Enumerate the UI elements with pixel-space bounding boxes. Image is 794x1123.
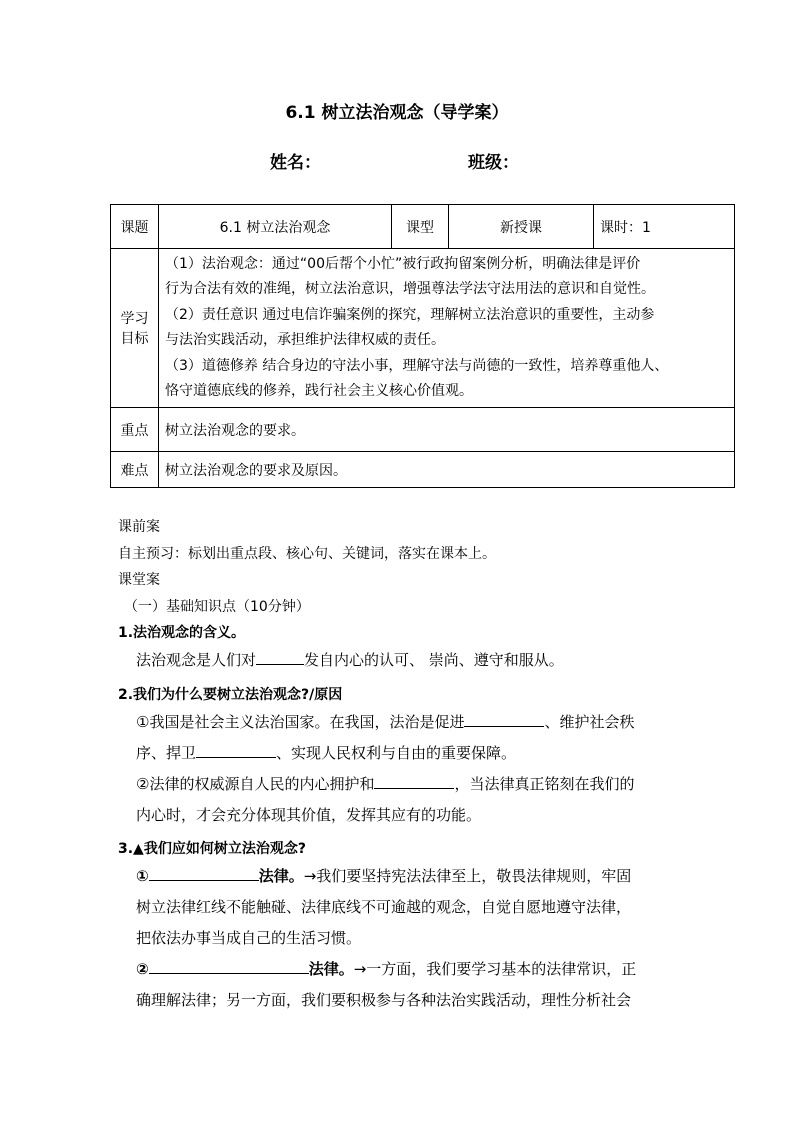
fill-blank[interactable] (464, 711, 544, 727)
goals-label-line: 学习 (120, 311, 149, 327)
topic-value: 6.1 树立法治观念 (159, 205, 392, 249)
answer-3 (136, 861, 684, 1016)
topic-row (111, 205, 735, 249)
goal-line: （2）责任意识 通过电信诈骗案例的探究，理解树立法治意识的重要性，主动参 (165, 306, 655, 323)
goal-line: 恪守道德底线的修养，践行社会主义核心价值观。 (165, 383, 473, 399)
self-study-text: 自主预习：标划出重点段、核心句、关键词，落实在课本上。 (118, 546, 496, 562)
type-label: 课型 (392, 205, 449, 249)
goals-label (111, 249, 159, 408)
answer-text: →一方面，我们要学习基本的法律常识，正 (353, 960, 637, 978)
answer-keyword: 法律。 (258, 867, 304, 885)
class-label: 班级： (468, 153, 519, 173)
key-point-value: 树立法治观念的要求。 (159, 408, 735, 452)
goal-line: （3）道德修养 结合身边的守法小事，理解守法与尚德的一致性，培养尊重他人、 (165, 357, 669, 374)
goals-label-line: 目标 (120, 331, 149, 347)
period-value: 课时：1 (594, 205, 735, 249)
answer-2 (136, 707, 684, 831)
difficult-point-label: 难点 (111, 452, 159, 488)
goal-line: （1）法治观念：通过“00后帮个小忙”被行政拘留案例分析，明确法律是评价 (165, 255, 641, 272)
answer-text: 、实现人民权利与自由的重要保障。 (276, 744, 517, 762)
in-class-heading: 课堂案 (118, 572, 160, 588)
question-3: 3.▲我们应如何树立法治观念? (118, 841, 306, 857)
answer-text: 发自内心的认可、 崇尚、遵守和服从。 (304, 651, 564, 669)
topic-label: 课题 (111, 205, 159, 249)
name-label: 姓名： (270, 153, 321, 173)
difficult-point-value: 树立法治观念的要求及原因。 (159, 452, 735, 488)
answer-text: 序、捍卫 (136, 744, 197, 762)
question-2: 2.我们为什么要树立法治观念?/原因 (118, 687, 343, 703)
answer-number: ② (136, 960, 149, 978)
answer-line (136, 707, 684, 738)
type-value: 新授课 (449, 205, 594, 249)
key-point-row (111, 408, 735, 452)
goal-line: 与法治实践活动，承担维护法律权威的责任。 (165, 332, 445, 348)
answer-line: 把依法办事当成自己的生活习惯。 (136, 929, 362, 947)
fill-blank[interactable] (256, 649, 304, 665)
answer-line (136, 954, 684, 985)
goals-row (111, 249, 735, 408)
answer-text: 、维护社会秩 (544, 713, 635, 731)
answer-line: 确理解法律；另一方面，我们要积极参与各种法治实践活动，理性分析社会 (136, 991, 632, 1009)
fill-blank[interactable] (374, 773, 454, 789)
key-point-label: 重点 (111, 408, 159, 452)
lesson-info-table (110, 204, 735, 488)
answer-text: →我们要坚持宪法法律至上，敬畏法律规则，牢固 (303, 867, 632, 885)
answer-line: 内心时，才会充分体现其价值，发挥其应有的功能。 (136, 806, 482, 824)
answer-text: 法治观念是人们对 (136, 651, 257, 669)
answer-keyword: 法律。 (308, 960, 354, 978)
pre-class-heading: 课前案 (118, 519, 160, 535)
fill-blank[interactable] (196, 742, 276, 758)
answer-line (136, 769, 684, 800)
answer-line: 树立法律红线不能触碰、法律底线不可逾越的观念，自觉自愿地遵守法律， (136, 898, 632, 916)
fill-blank[interactable] (149, 865, 259, 881)
answer-text: ②法律的权威源自人民的内心拥护和 (136, 775, 375, 793)
answer-line (136, 738, 684, 769)
goal-line: 行为合法有效的准绳，树立法治意识，增强尊法学法守法用法的意识和自觉性。 (165, 281, 655, 297)
page-title: 6.1 树立法治观念（导学案） (285, 103, 509, 123)
answer-text: ①我国是社会主义法治国家。在我国，法治是促进 (136, 713, 465, 731)
answer-number: ① (136, 867, 149, 885)
answer-line (136, 861, 684, 892)
answer-line (136, 645, 684, 676)
goals-content (159, 249, 735, 408)
answer-1 (136, 645, 684, 676)
answer-text: ，当法律真正铭刻在我们的 (454, 775, 635, 793)
section-basic-knowledge: （一）基础知识点（10分钟） (124, 599, 310, 615)
difficult-point-row (111, 452, 735, 488)
fill-blank[interactable] (149, 958, 309, 974)
question-1: 1.法治观念的含义。 (118, 625, 246, 641)
